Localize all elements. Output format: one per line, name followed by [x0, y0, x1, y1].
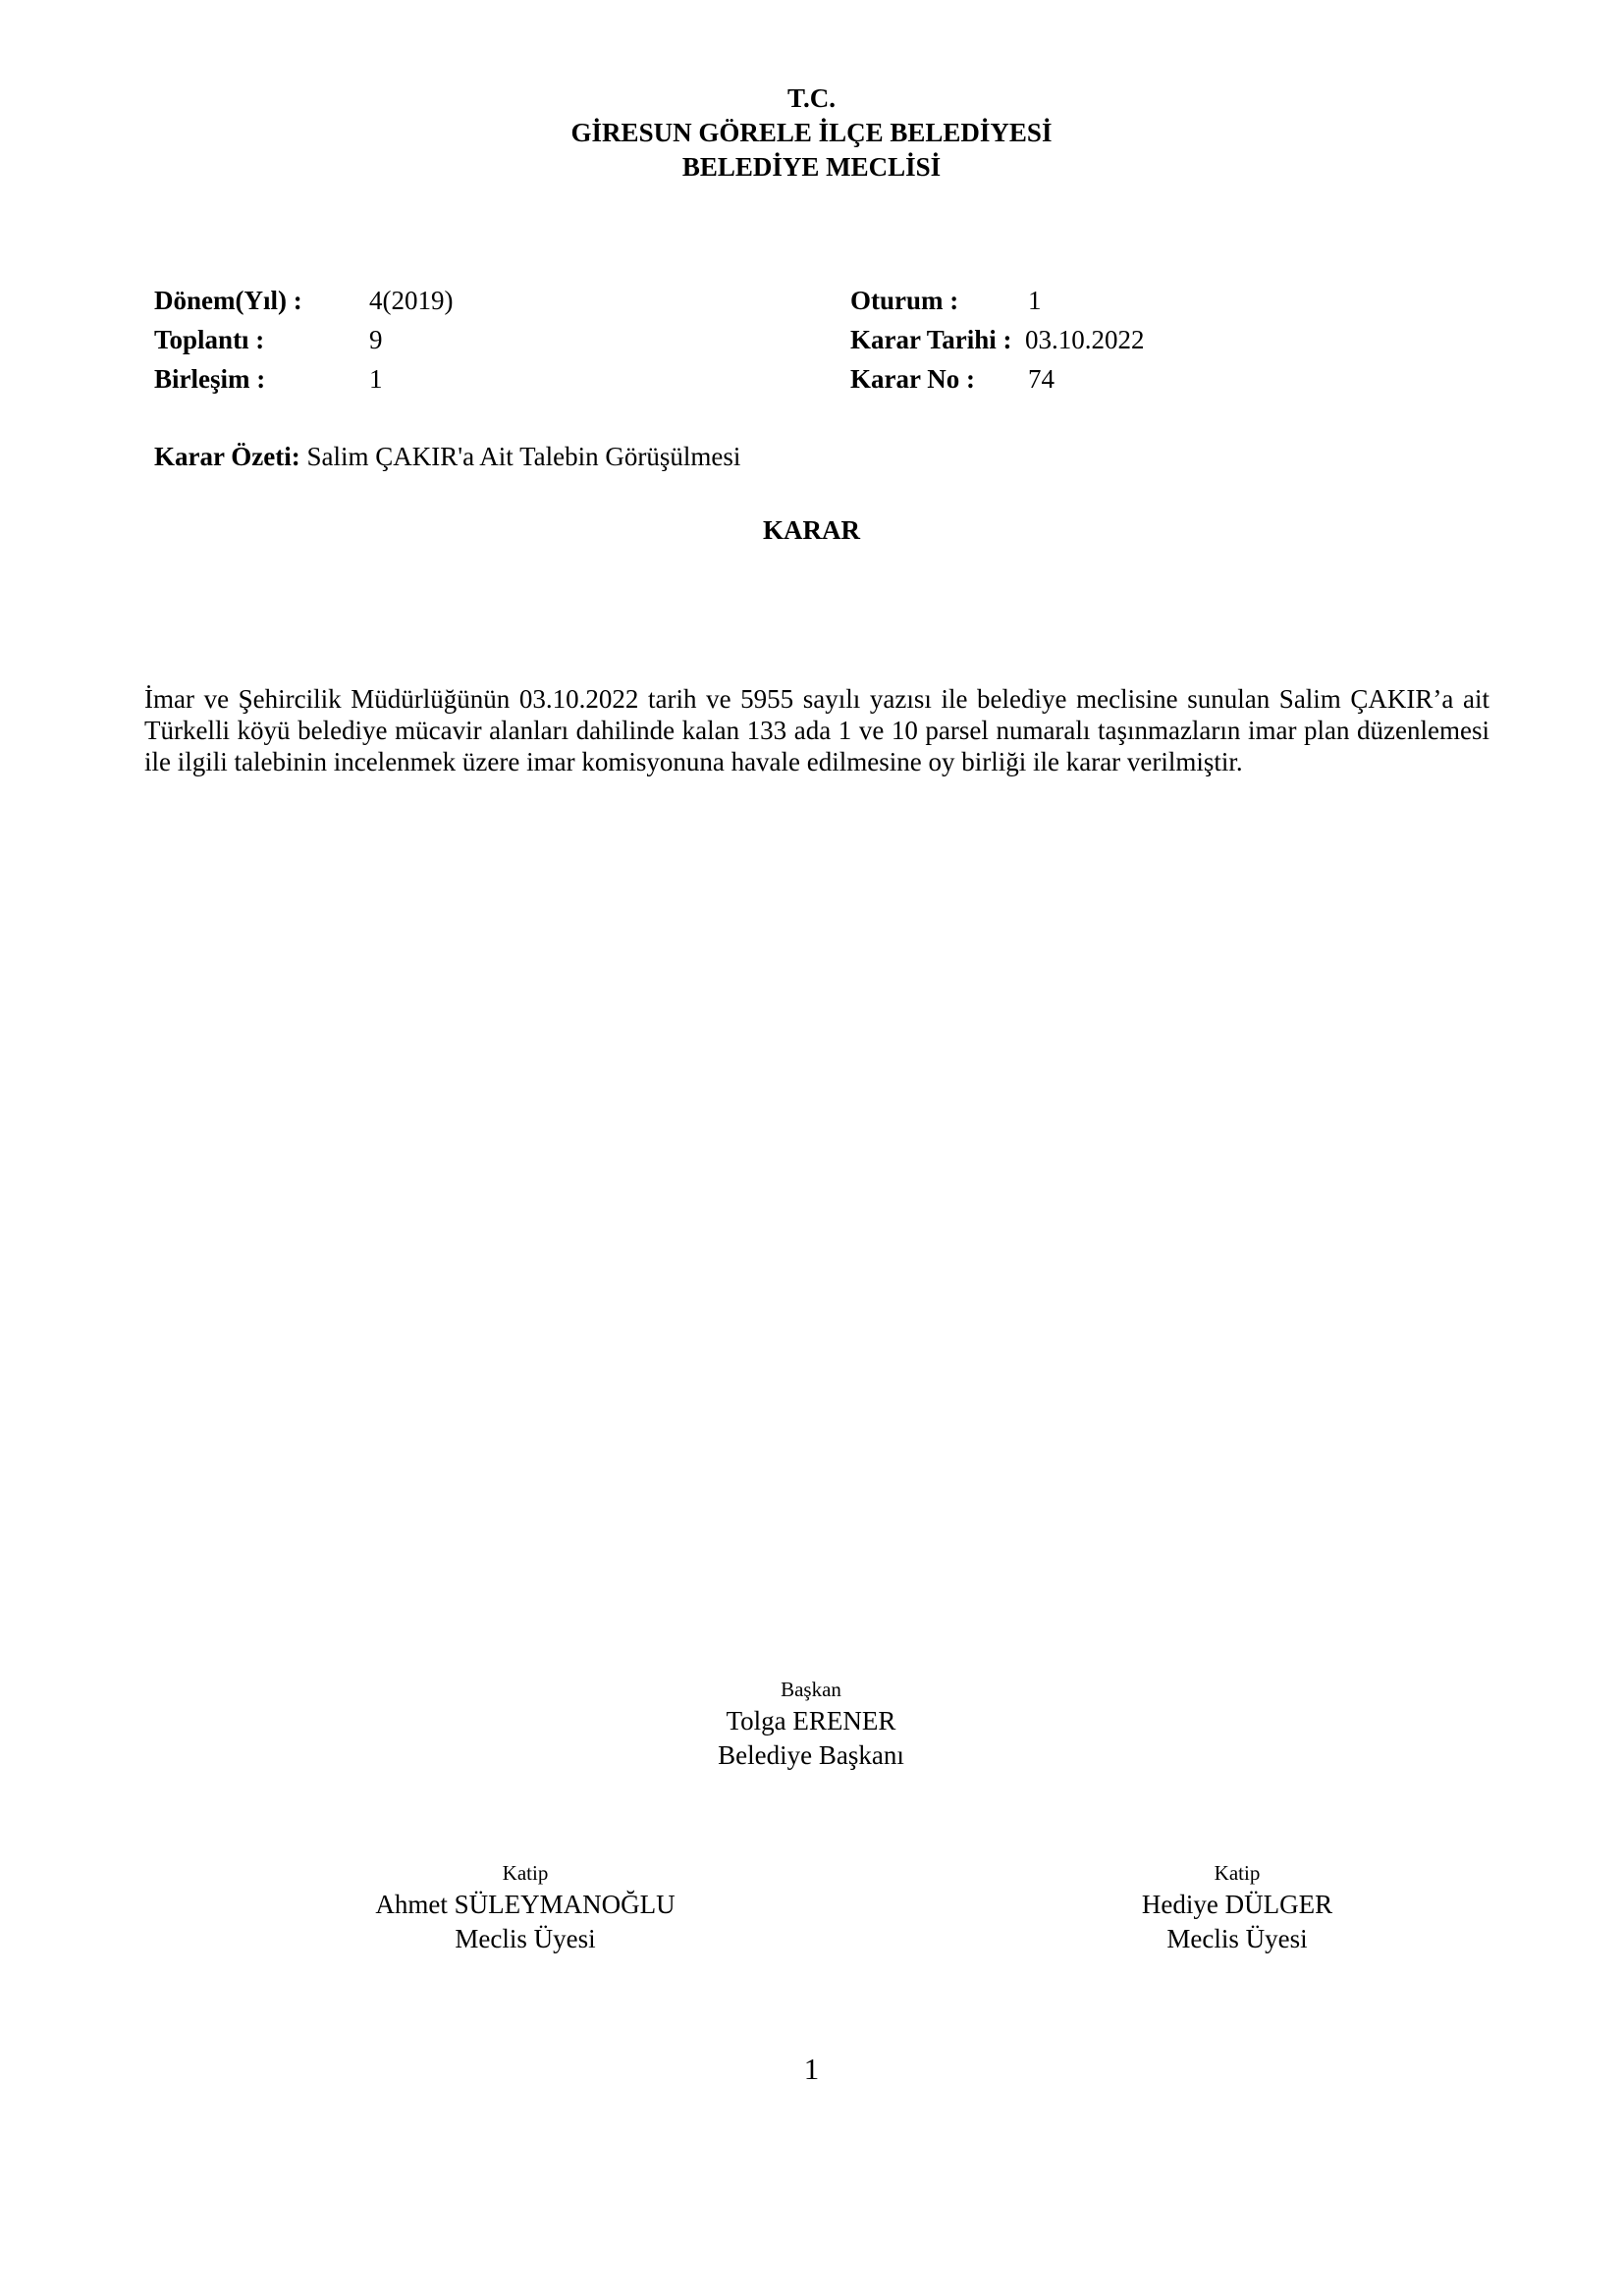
toplanti-label: Toplantı :	[154, 325, 265, 354]
signature-katip-2-title: Meclis Üyesi	[1166, 1924, 1308, 1953]
signature-baskan-name: Tolga ERENER	[726, 1706, 896, 1735]
summary-text: Salim ÇAKIR'a Ait Talebin Görüşülmesi	[306, 442, 741, 471]
signature-katip-1-name: Ahmet SÜLEYMANOĞLU	[375, 1890, 676, 1919]
signature-baskan-title: Belediye Başkanı	[718, 1740, 904, 1770]
meeting-meta-block	[154, 281, 1529, 399]
oturum-value: 1	[1028, 286, 1042, 315]
donem-label: Dönem(Yıl) :	[154, 286, 302, 315]
signature-baskan	[615, 1675, 1007, 1773]
oturum-label: Oturum :	[850, 286, 959, 315]
karar-no-label: Karar No :	[850, 364, 975, 394]
birlesim-value: 1	[369, 364, 383, 394]
karar-tarihi-label: Karar Tarihi :	[850, 325, 1012, 354]
document-header	[0, 81, 1623, 185]
signature-katip-1-title: Meclis Üyesi	[455, 1924, 596, 1953]
donem-value: 4(2019)	[369, 286, 454, 315]
signature-katip-1	[329, 1858, 722, 1956]
decision-title: KARAR	[763, 515, 860, 545]
signature-katip-2	[1041, 1858, 1434, 1956]
signature-baskan-role: Başkan	[781, 1678, 841, 1701]
meta-row-3	[154, 359, 1529, 399]
header-municipality: GİRESUN GÖRELE İLÇE BELEDİYESİ	[570, 118, 1053, 147]
karar-no-value: 74	[1028, 364, 1055, 394]
karar-tarihi-value: 03.10.2022	[1025, 325, 1145, 354]
page-number: 1	[803, 2052, 820, 2086]
meta-row-2	[154, 320, 1529, 359]
signature-katip-2-name: Hediye DÜLGER	[1141, 1890, 1333, 1919]
header-council: BELEDİYE MECLİSİ	[681, 152, 942, 182]
decision-body: İmar ve Şehircilik Müdürlüğünün 03.10.2022 tarih ve 5955 sayılı yazısı ile belediye meclisine sunulan Salim ÇAKIR’a ait Türkelli köyü belediye mücavir alanları dahilinde kalan 133 ada 1 ve 10 parsel numaralı taşınmazların imar plan düzenlemesi ile ilgili talebinin incelenmek üzere imar komisyonuna havale edilmesine oy birliği ile karar verilmiştir.	[144, 684, 1489, 776]
signature-katip-2-role: Katip	[1214, 1861, 1261, 1885]
birlesim-label: Birleşim :	[154, 364, 266, 394]
toplanti-value: 9	[369, 325, 383, 354]
signature-katip-1-role: Katip	[502, 1861, 549, 1885]
summary-label: Karar Özeti:	[154, 442, 300, 471]
header-tc: T.C.	[786, 83, 836, 113]
decision-summary	[154, 439, 740, 474]
meta-row-1	[154, 281, 1529, 320]
